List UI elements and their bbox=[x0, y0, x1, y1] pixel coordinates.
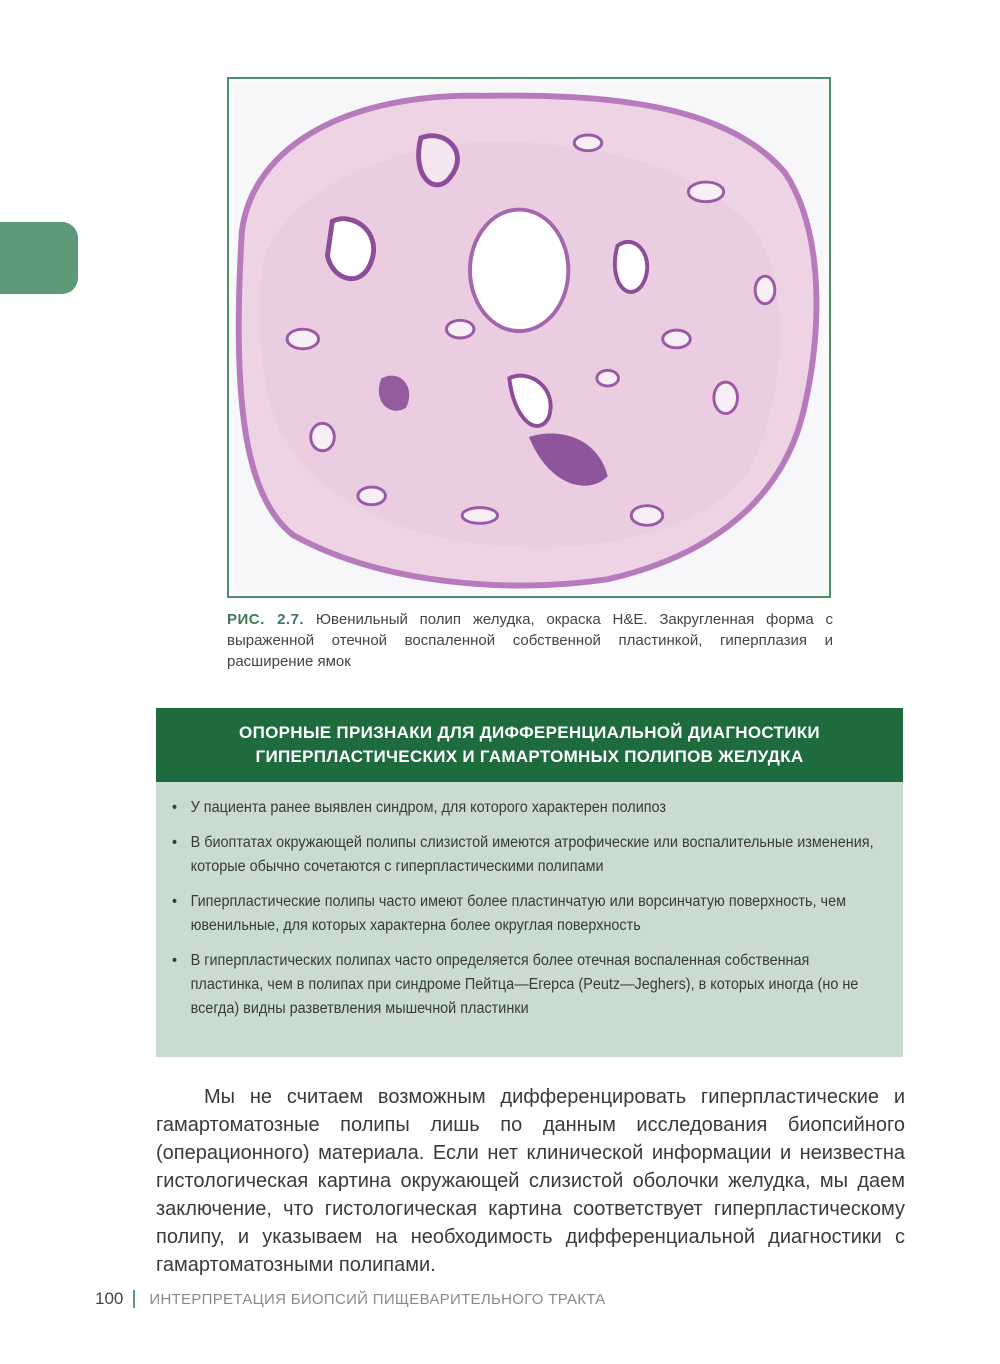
bullet-icon: • bbox=[172, 799, 178, 816]
figure-caption bbox=[227, 609, 833, 672]
bullet-icon: • bbox=[172, 834, 178, 851]
box-title bbox=[156, 708, 903, 782]
diagnostic-features-box bbox=[156, 708, 903, 1057]
bullet-icon: • bbox=[172, 952, 178, 969]
figure-label: РИС. 2.7. bbox=[227, 611, 305, 628]
bullet-icon: • bbox=[172, 893, 178, 910]
histology-figure bbox=[227, 77, 831, 598]
list-item: • В гиперпластических полипах часто определяется более отечная воспаленная собственная пластинка, чем в полипах при синдроме Пейтца—Егерса (Peutz—Jeghers), в которых иногда (но не всегда) видны разветвления мышечной пластинки bbox=[172, 949, 885, 1021]
body-text bbox=[156, 1083, 905, 1279]
box-title-line-2: ГИПЕРПЛАСТИЧЕСКИХ И ГАМАРТОМНЫХ ПОЛИПОВ ЖЕЛУДКА bbox=[255, 747, 804, 766]
histology-image bbox=[234, 84, 824, 591]
list-item: • Гиперпластические полипы часто имеют более пластинчатую или ворсинчатую поверхность, чем ювенильные, для которых характерна более округлая поверхность bbox=[172, 890, 885, 938]
chapter-side-tab bbox=[0, 222, 78, 294]
body-paragraph: Мы не считаем возможным дифференцировать гиперпластические и гамартоматозные полипы лишь по данным исследования биопсийного (операционного) материала. Если нет клинической информации и неизвестна гистологическая картина окружающей слизистой оболочки желудка, мы даем заключение, что гистологическая картина соответствует гиперпластическому полипу, и указываем на необходимость дифференциальной диагностики с гамартоматозными полипами. bbox=[156, 1086, 905, 1276]
page-number: 100 bbox=[95, 1289, 124, 1308]
list-item: • У пациента ранее выявлен синдром, для которого характерен полипоз bbox=[172, 796, 885, 820]
page-footer bbox=[95, 1289, 606, 1309]
box-title-line-1: ОПОРНЫЕ ПРИЗНАКИ ДЛЯ ДИФФЕРЕНЦИАЛЬНОЙ ДИАГНОСТИКИ bbox=[239, 723, 820, 742]
features-list bbox=[156, 782, 903, 1021]
list-item: • В биоптатах окружающей полипы слизистой имеются атрофические или воспалительные изменения, которые обычно сочетаются с гиперпластическими полипами bbox=[172, 831, 885, 879]
figure-caption-text: Ювенильный полип желудка, окраска H&E. Закругленная форма с выраженной отечной воспаленной собственной пластинкой, гиперплазия и расширение ямок bbox=[227, 611, 833, 670]
running-title: ИНТЕРПРЕТАЦИЯ БИОПСИЙ ПИЩЕВАРИТЕЛЬНОГО ТРАКТА bbox=[149, 1290, 606, 1308]
footer-divider bbox=[133, 1290, 135, 1308]
